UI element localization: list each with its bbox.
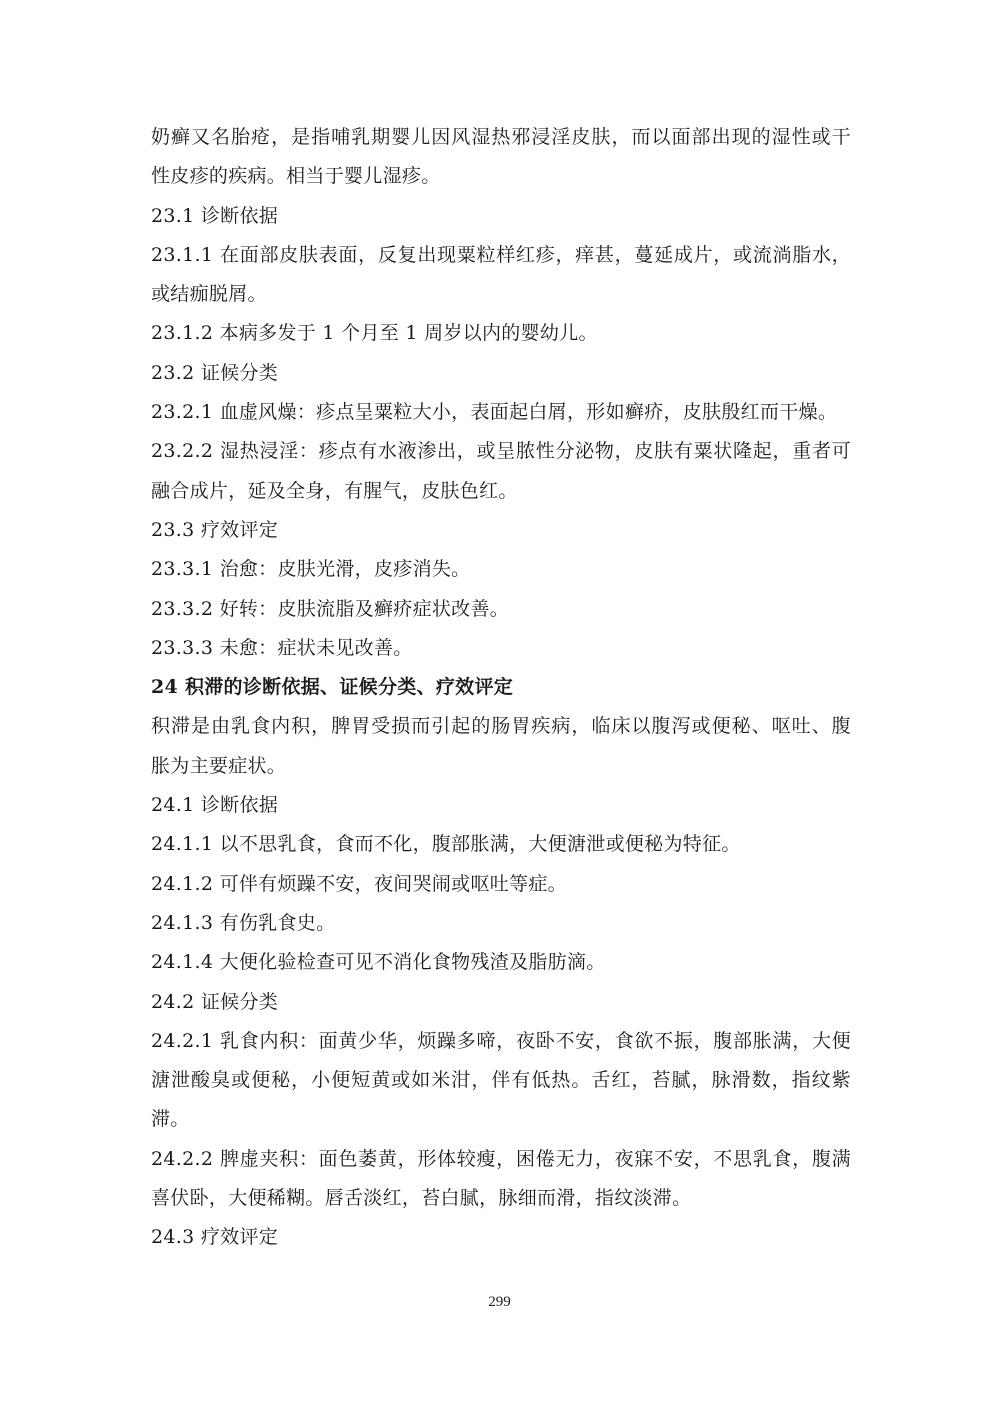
paragraph-line: 溏泄酸臭或便秘，小便短黄或如米泔，伴有低热。舌红，苔腻，脉滑数，指纹紫 <box>151 1069 851 1092</box>
page-number: 299 <box>488 1294 511 1310</box>
paragraph-line: 胀为主要症状。 <box>151 754 287 777</box>
paragraph-line: 23.3.1 治愈：皮肤光滑，皮疹消失。 <box>151 558 471 581</box>
paragraph-line: 24.1.3 有伤乳食史。 <box>151 911 336 934</box>
paragraph-line: 24.1.1 以不思乳食，食而不化，腹部胀满，大便溏泄或便秘为特征。 <box>151 833 741 856</box>
section-heading: 23.3 疗效评定 <box>151 518 279 541</box>
document-body <box>151 118 851 1258</box>
paragraph-line: 滞。 <box>151 1108 190 1131</box>
paragraph-line: 23.2.1 血虚风燥：疹点呈粟粒大小，表面起白屑，形如癣疥，皮肤殷红而干燥。 <box>151 401 838 424</box>
paragraph-line: 奶癣又名胎疮，是指哺乳期婴儿因风湿热邪浸淫皮肤，而以面部出现的湿性或干 <box>151 126 851 148</box>
paragraph-line: 性皮疹的疾病。相当于婴儿湿疹。 <box>151 165 441 188</box>
paragraph-line: 或结痂脱屑。 <box>151 283 267 306</box>
paragraph-line: 24.2.1 乳食内积：面黄少华，烦躁多啼，夜卧不安，食欲不振，腹部胀满，大便 <box>151 1029 851 1052</box>
paragraph-line: 23.1.2 本病多发于 1 个月至 1 周岁以内的婴幼儿。 <box>151 322 598 345</box>
paragraph-line: 喜伏卧，大便稀糊。唇舌淡红，苔白腻，脉细而滑，指纹淡滞。 <box>151 1187 692 1210</box>
paragraph-line: 23.3.3 未愈：症状未见改善。 <box>151 636 413 659</box>
section-heading: 24.1 诊断依据 <box>151 794 279 817</box>
paragraph-line: 23.2.2 湿热浸淫：疹点有水液渗出，或呈脓性分泌物，皮肤有粟状隆起，重者可 <box>151 440 851 463</box>
section-heading: 24.3 疗效评定 <box>151 1226 279 1249</box>
paragraph-line: 24.1.4 大便化验检查可见不消化食物残渣及脂肪滴。 <box>151 951 606 974</box>
section-heading: 23.1 诊断依据 <box>151 204 279 227</box>
section-heading: 24.2 证候分类 <box>151 990 279 1013</box>
section-heading: 23.2 证候分类 <box>151 361 279 384</box>
paragraph-line: 24.1.2 可伴有烦躁不安，夜间哭闹或呕吐等症。 <box>151 872 567 895</box>
chapter-heading: 24 积滞的诊断依据、证候分类、疗效评定 <box>151 676 514 699</box>
paragraph-line: 23.1.1 在面部皮肤表面，反复出现粟粒样红疹，痒甚，蔓延成片，或流淌脂水， <box>151 243 851 266</box>
paragraph-line: 23.3.2 好转：皮肤流脂及癣疥症状改善。 <box>151 597 510 620</box>
paragraph-line: 积滞是由乳食内积，脾胃受损而引起的肠胃疾病，临床以腹泻或便秘、呕吐、腹 <box>151 715 851 738</box>
paragraph-line: 24.2.2 脾虚夹积：面色萎黄，形体较瘦，困倦无力，夜寐不安，不思乳食，腹满 <box>151 1147 851 1170</box>
paragraph-line: 融合成片，延及全身，有腥气，皮肤色红。 <box>151 479 518 502</box>
